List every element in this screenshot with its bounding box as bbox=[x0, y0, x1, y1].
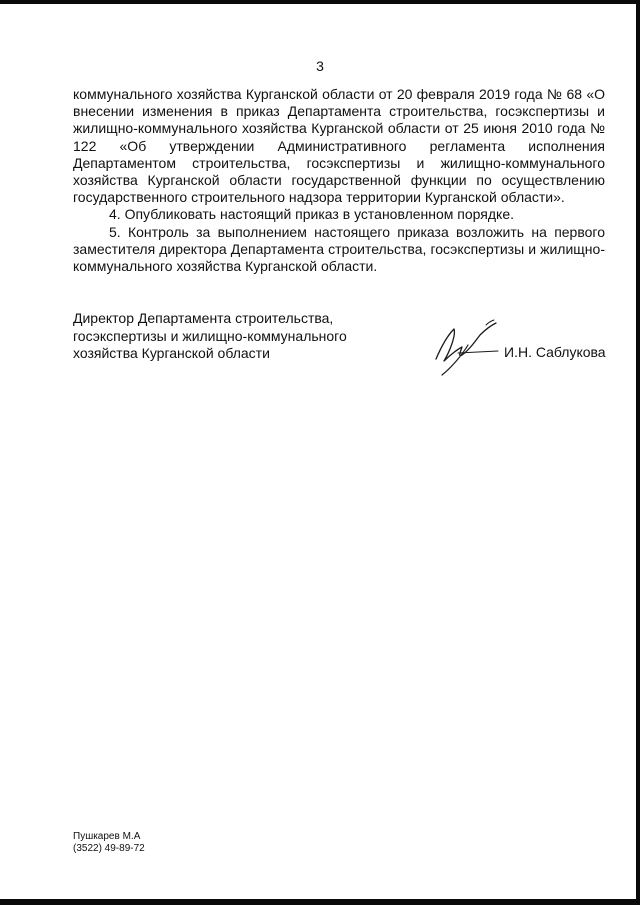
page-number: 3 bbox=[316, 58, 324, 74]
continued-paragraph: коммунального хозяйства Курганской области от 20 февраля 2019 года № 68 «О внесении изменения в приказ Департамента строительства, госэкспертизы и жилищно-коммунального хозяйства Курганской области от 25 июня 2010 года № 122 «Об утверждении Административного регламента исполнения Департаментом строительства, госэкспертизы и жилищно-коммунального хозяйства Курганской области государственной функции по осуществлению государственного строительного надзора территории Курганской области». bbox=[73, 86, 605, 206]
signer-name: И.Н. Саблукова bbox=[504, 344, 606, 360]
executor-name: Пушкарев М.А bbox=[73, 831, 141, 842]
handwritten-signature bbox=[428, 315, 500, 379]
signer-position-line: хозяйства Курганской области bbox=[73, 345, 270, 361]
executor-footer bbox=[73, 831, 145, 855]
item-4-paragraph: 4. Опубликовать настоящий приказ в установленном порядке. bbox=[109, 206, 515, 223]
executor-phone: (3522) 49-89-72 bbox=[73, 843, 145, 854]
item-5-paragraph: 5. Контроль за выполнением настоящего приказа возложить на первого заместителя директора Департамента строительства, госэкспертизы и жилищно-коммунального хозяйства Курганской области. bbox=[73, 223, 605, 275]
signer-position-line: Директор Департамента строительства, bbox=[73, 310, 334, 326]
scan-edge-top bbox=[0, 0, 640, 4]
signer-position bbox=[73, 310, 373, 363]
signer-position-line: госэкспертизы и жилищно-коммунального bbox=[73, 327, 347, 344]
scan-edge-bottom bbox=[0, 899, 640, 905]
scan-edge-right bbox=[636, 0, 640, 905]
document-body bbox=[73, 86, 605, 275]
